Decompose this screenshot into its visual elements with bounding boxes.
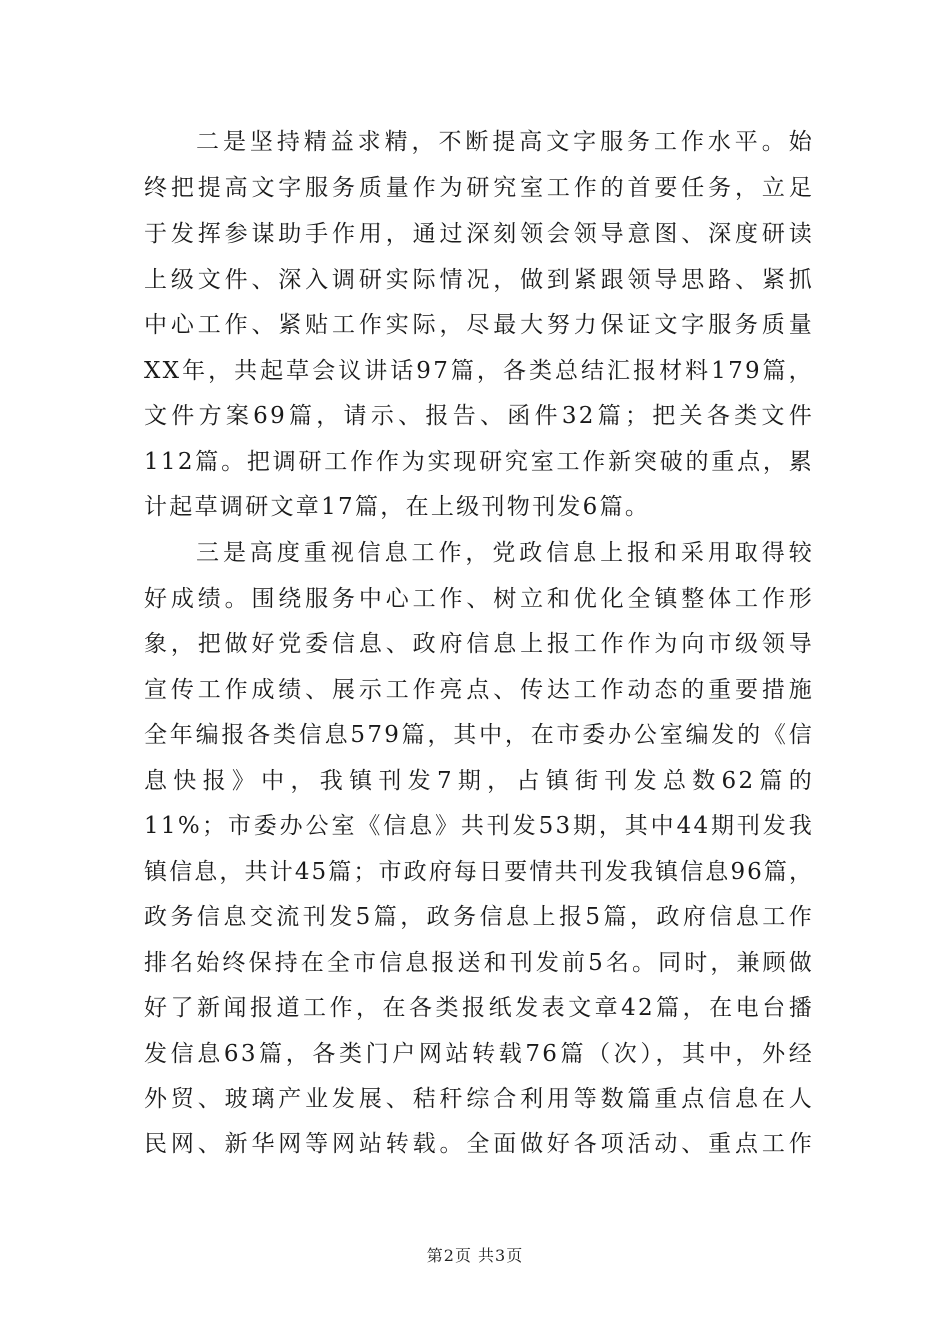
- paragraph-line: 终把提高文字服务质量作为研究室工作的首要任务，立足: [144, 175, 814, 201]
- paragraph-line: 112篇。把调研工作作为实现研究室工作新突破的重点，累: [144, 449, 814, 475]
- paragraph-line: 息快报》中，我镇刊发7期，占镇街刊发总数62篇的: [144, 768, 814, 794]
- paragraph-line: 民网、新华网等网站转载。全面做好各项活动、重点工作: [144, 1131, 814, 1157]
- paragraph-line: 好成绩。围绕服务中心工作、树立和优化全镇整体工作形: [144, 586, 814, 612]
- paragraph-line: 上级文件、深入调研实际情况，做到紧跟领导思路、紧抓: [144, 267, 814, 293]
- paragraph-line: 宣传工作成绩、展示工作亮点、传达工作动态的重要措施: [144, 677, 814, 703]
- paragraph-line: 外贸、玻璃产业发展、秸秆综合利用等数篇重点信息在人: [144, 1086, 814, 1112]
- paragraph-line: 于发挥参谋助手作用，通过深刻领会领导意图、深度研读: [144, 221, 814, 247]
- paragraph-line: 三是高度重视信息工作，党政信息上报和采用取得较: [196, 540, 814, 566]
- paragraph-line: 镇信息，共计45篇；市政府每日要情共刊发我镇信息96篇，: [144, 859, 814, 885]
- paragraph-line: 发信息63篇，各类门户网站转载76篇（次），其中，外经: [144, 1041, 814, 1067]
- page-number: 第2页 共3页: [426, 1246, 524, 1265]
- paragraph-line: XX年，共起草会议讲话97篇，各类总结汇报材料179篇，: [144, 358, 814, 384]
- paragraph-line: 文件方案69篇，请示、报告、函件32篇；把关各类文件: [144, 403, 814, 429]
- paragraph-line: 好了新闻报道工作，在各类报纸发表文章42篇，在电台播: [144, 995, 814, 1021]
- paragraph-line: 象，把做好党委信息、政府信息上报工作作为向市级领导: [144, 631, 814, 657]
- paragraph-line: 中心工作、紧贴工作实际，尽最大努力保证文字服务质量: [144, 312, 814, 338]
- paragraph-line: 11%；市委办公室《信息》共刊发53期，其中44期刊发我: [144, 813, 814, 839]
- paragraph-line: 排名始终保持在全市信息报送和刊发前5名。同时，兼顾做: [144, 950, 814, 976]
- paragraph-line: 二是坚持精益求精，不断提高文字服务工作水平。始: [196, 129, 814, 155]
- paragraph-line: 全年编报各类信息579篇，其中，在市委办公室编发的《信: [144, 722, 814, 748]
- paragraph-line: 政务信息交流刊发5篇，政务信息上报5篇，政府信息工作: [144, 904, 814, 930]
- paragraph-line: 计起草调研文章17篇，在上级刊物刊发6篇。: [144, 494, 651, 520]
